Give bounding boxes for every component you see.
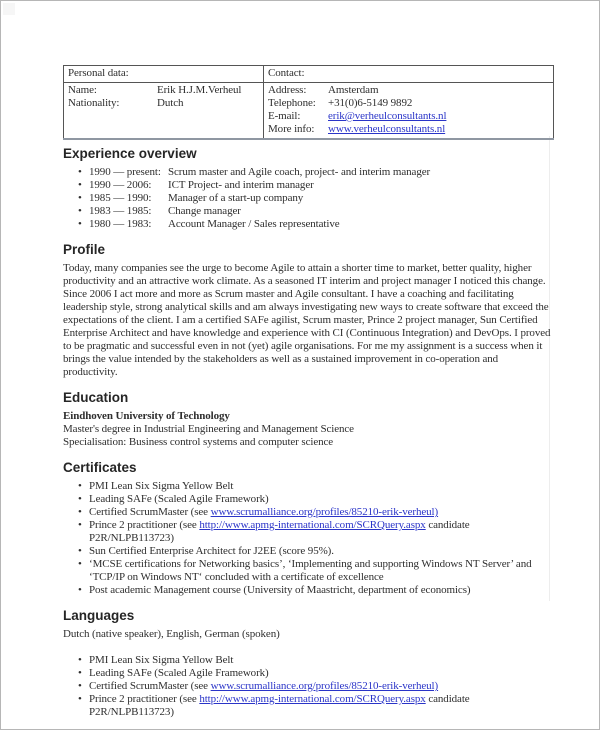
personal-data-table [63, 65, 554, 140]
education-school: Eindhoven University of Technology [63, 410, 230, 422]
certificate-text: Sun Certified Enterprise Architect for J2EE (score 95%). [89, 545, 334, 557]
certificates-list [63, 480, 553, 597]
language-cert-text: PMI Lean Six Sigma Yellow Belt [89, 654, 234, 666]
nationality-label: Nationality: [68, 97, 120, 109]
section-title-languages: Languages [63, 608, 135, 623]
education-degree: Master's degree in Industrial Engineering and Management Science [63, 423, 354, 435]
address-value: Amsterdam [328, 84, 379, 96]
experience-role: Manager of a start-up company [168, 192, 304, 204]
languages-summary: Dutch (native speaker), English, German (spoken) [63, 628, 280, 640]
moreinfo-label: More info: [268, 123, 315, 135]
experience-item [63, 218, 553, 231]
profile-text: Today, many companies see the urge to become Agile to attain a shorter time to market, better quality, higher productivity and an attractive work climate. As a seasoned IT interim and project manager I noticed this change. Since 2006 I act more and more as Scrum master and Agile consultant. I have a coaching and facilitating leadership style, strong analytical skills and am always investigating new ways to create software that exceed the expectations of the client. I am a certified SAFe agilist, Scrum master, Prince 2 project manager, Sun Certified Enterprise Architect and have knowledge and experience with CI (Continuous Integration) and DevOps. I proved to be pragmatic and successful even in not (yet) agile organisations. For me my assignment is a success when it brings the value intended by the stakeholders as well as a sustained improvement in co-operation and productivity. [63, 262, 551, 378]
contact-cell [264, 83, 554, 140]
personal-data-cell [64, 83, 264, 140]
experience-period: 1983 — 1985: [89, 205, 152, 217]
moreinfo-row [268, 123, 549, 136]
experience-role: Account Manager / Sales representative [168, 218, 340, 230]
certificate-text: PMI Lean Six Sigma Yellow Belt [89, 480, 234, 492]
language-cert-text: candidate P2R/NLPB113723) [89, 693, 470, 718]
email-label: E-mail: [268, 110, 301, 122]
experience-list [63, 166, 553, 231]
certificate-text: Leading SAFe (Scaled Agile Framework) [89, 493, 269, 505]
experience-period: 1990 — 2006: [89, 179, 152, 191]
language-cert-item [63, 667, 553, 680]
section-title-education: Education [63, 390, 129, 405]
certificate-text: Certified ScrumMaster (see [89, 506, 211, 518]
certificate-text: candidate P2R/NLPB113723) [89, 519, 470, 544]
education-block [63, 410, 553, 449]
section-title-profile: Profile [63, 242, 106, 257]
experience-role: ICT Project- and interim manager [168, 179, 314, 191]
certificate-text: ‘MCSE certifications for Networking basics’, ‘Implementing and supporting Windows NT Server’ and ‘TCP/IP on Windows NT‘ concluded with a certificate of excellence [89, 558, 532, 583]
resume-content [63, 65, 553, 719]
language-cert-item [63, 693, 553, 719]
apmg-link[interactable]: http://www.apmg-international.com/SCRQuery.aspx [199, 693, 426, 705]
experience-period: 1980 — 1983: [89, 218, 152, 230]
scan-artifact-corner [3, 3, 15, 15]
scrumalliance-link[interactable]: www.scrumalliance.org/profiles/85210-erik-verheul) [210, 506, 439, 518]
address-row [268, 84, 549, 97]
personal-data-header: Personal data: [64, 66, 264, 83]
website-link[interactable]: www.verheulconsultants.nl [328, 123, 446, 135]
address-label: Address: [268, 84, 307, 96]
education-specialisation: Specialisation: Business control systems and computer science [63, 436, 334, 448]
name-value: Erik H.J.M.Verheul [157, 84, 242, 96]
section-title-certificates: Certificates [63, 460, 137, 475]
language-cert-item [63, 654, 553, 667]
contact-header: Contact: [264, 66, 554, 83]
telephone-row [268, 97, 549, 110]
table-body-row [64, 83, 554, 140]
nationality-value: Dutch [157, 97, 184, 109]
name-label: Name: [68, 84, 97, 96]
experience-role: Change manager [168, 205, 241, 217]
experience-period: 1985 — 1990: [89, 192, 152, 204]
language-cert-item [63, 680, 553, 693]
experience-item [63, 166, 553, 179]
experience-item [63, 192, 553, 205]
certificate-item [63, 506, 553, 519]
certificate-item [63, 584, 553, 597]
telephone-label: Telephone: [268, 97, 316, 109]
email-row [268, 110, 549, 123]
section-title-experience: Experience overview [63, 146, 197, 161]
experience-period: 1990 — present: [89, 166, 161, 178]
language-cert-text: Certified ScrumMaster (see [89, 680, 211, 692]
email-link[interactable]: erik@verheulconsultants.nl [328, 110, 447, 122]
name-row [68, 84, 259, 97]
language-cert-text: Leading SAFe (Scaled Agile Framework) [89, 667, 269, 679]
experience-item [63, 205, 553, 218]
apmg-link[interactable]: http://www.apmg-international.com/SCRQuery.aspx [199, 519, 426, 531]
language-cert-text: Prince 2 practitioner (see [89, 693, 200, 705]
certificate-item [63, 493, 553, 506]
certificate-text: Prince 2 practitioner (see [89, 519, 200, 531]
certificate-text: Post academic Management course (University of Maastricht, department of economics) [89, 584, 471, 596]
scrumalliance-link[interactable]: www.scrumalliance.org/profiles/85210-erik-verheul) [210, 680, 439, 692]
certificate-item [63, 480, 553, 493]
certificate-item [63, 558, 553, 584]
nationality-row [68, 97, 259, 110]
experience-role: Scrum master and Agile coach, project- and interim manager [168, 166, 431, 178]
certificate-item [63, 519, 553, 545]
experience-item [63, 179, 553, 192]
certificate-item [63, 545, 553, 558]
table-header-row [64, 66, 554, 83]
telephone-value: +31(0)6-5149 9892 [328, 97, 413, 109]
languages-cert-list [63, 654, 553, 719]
